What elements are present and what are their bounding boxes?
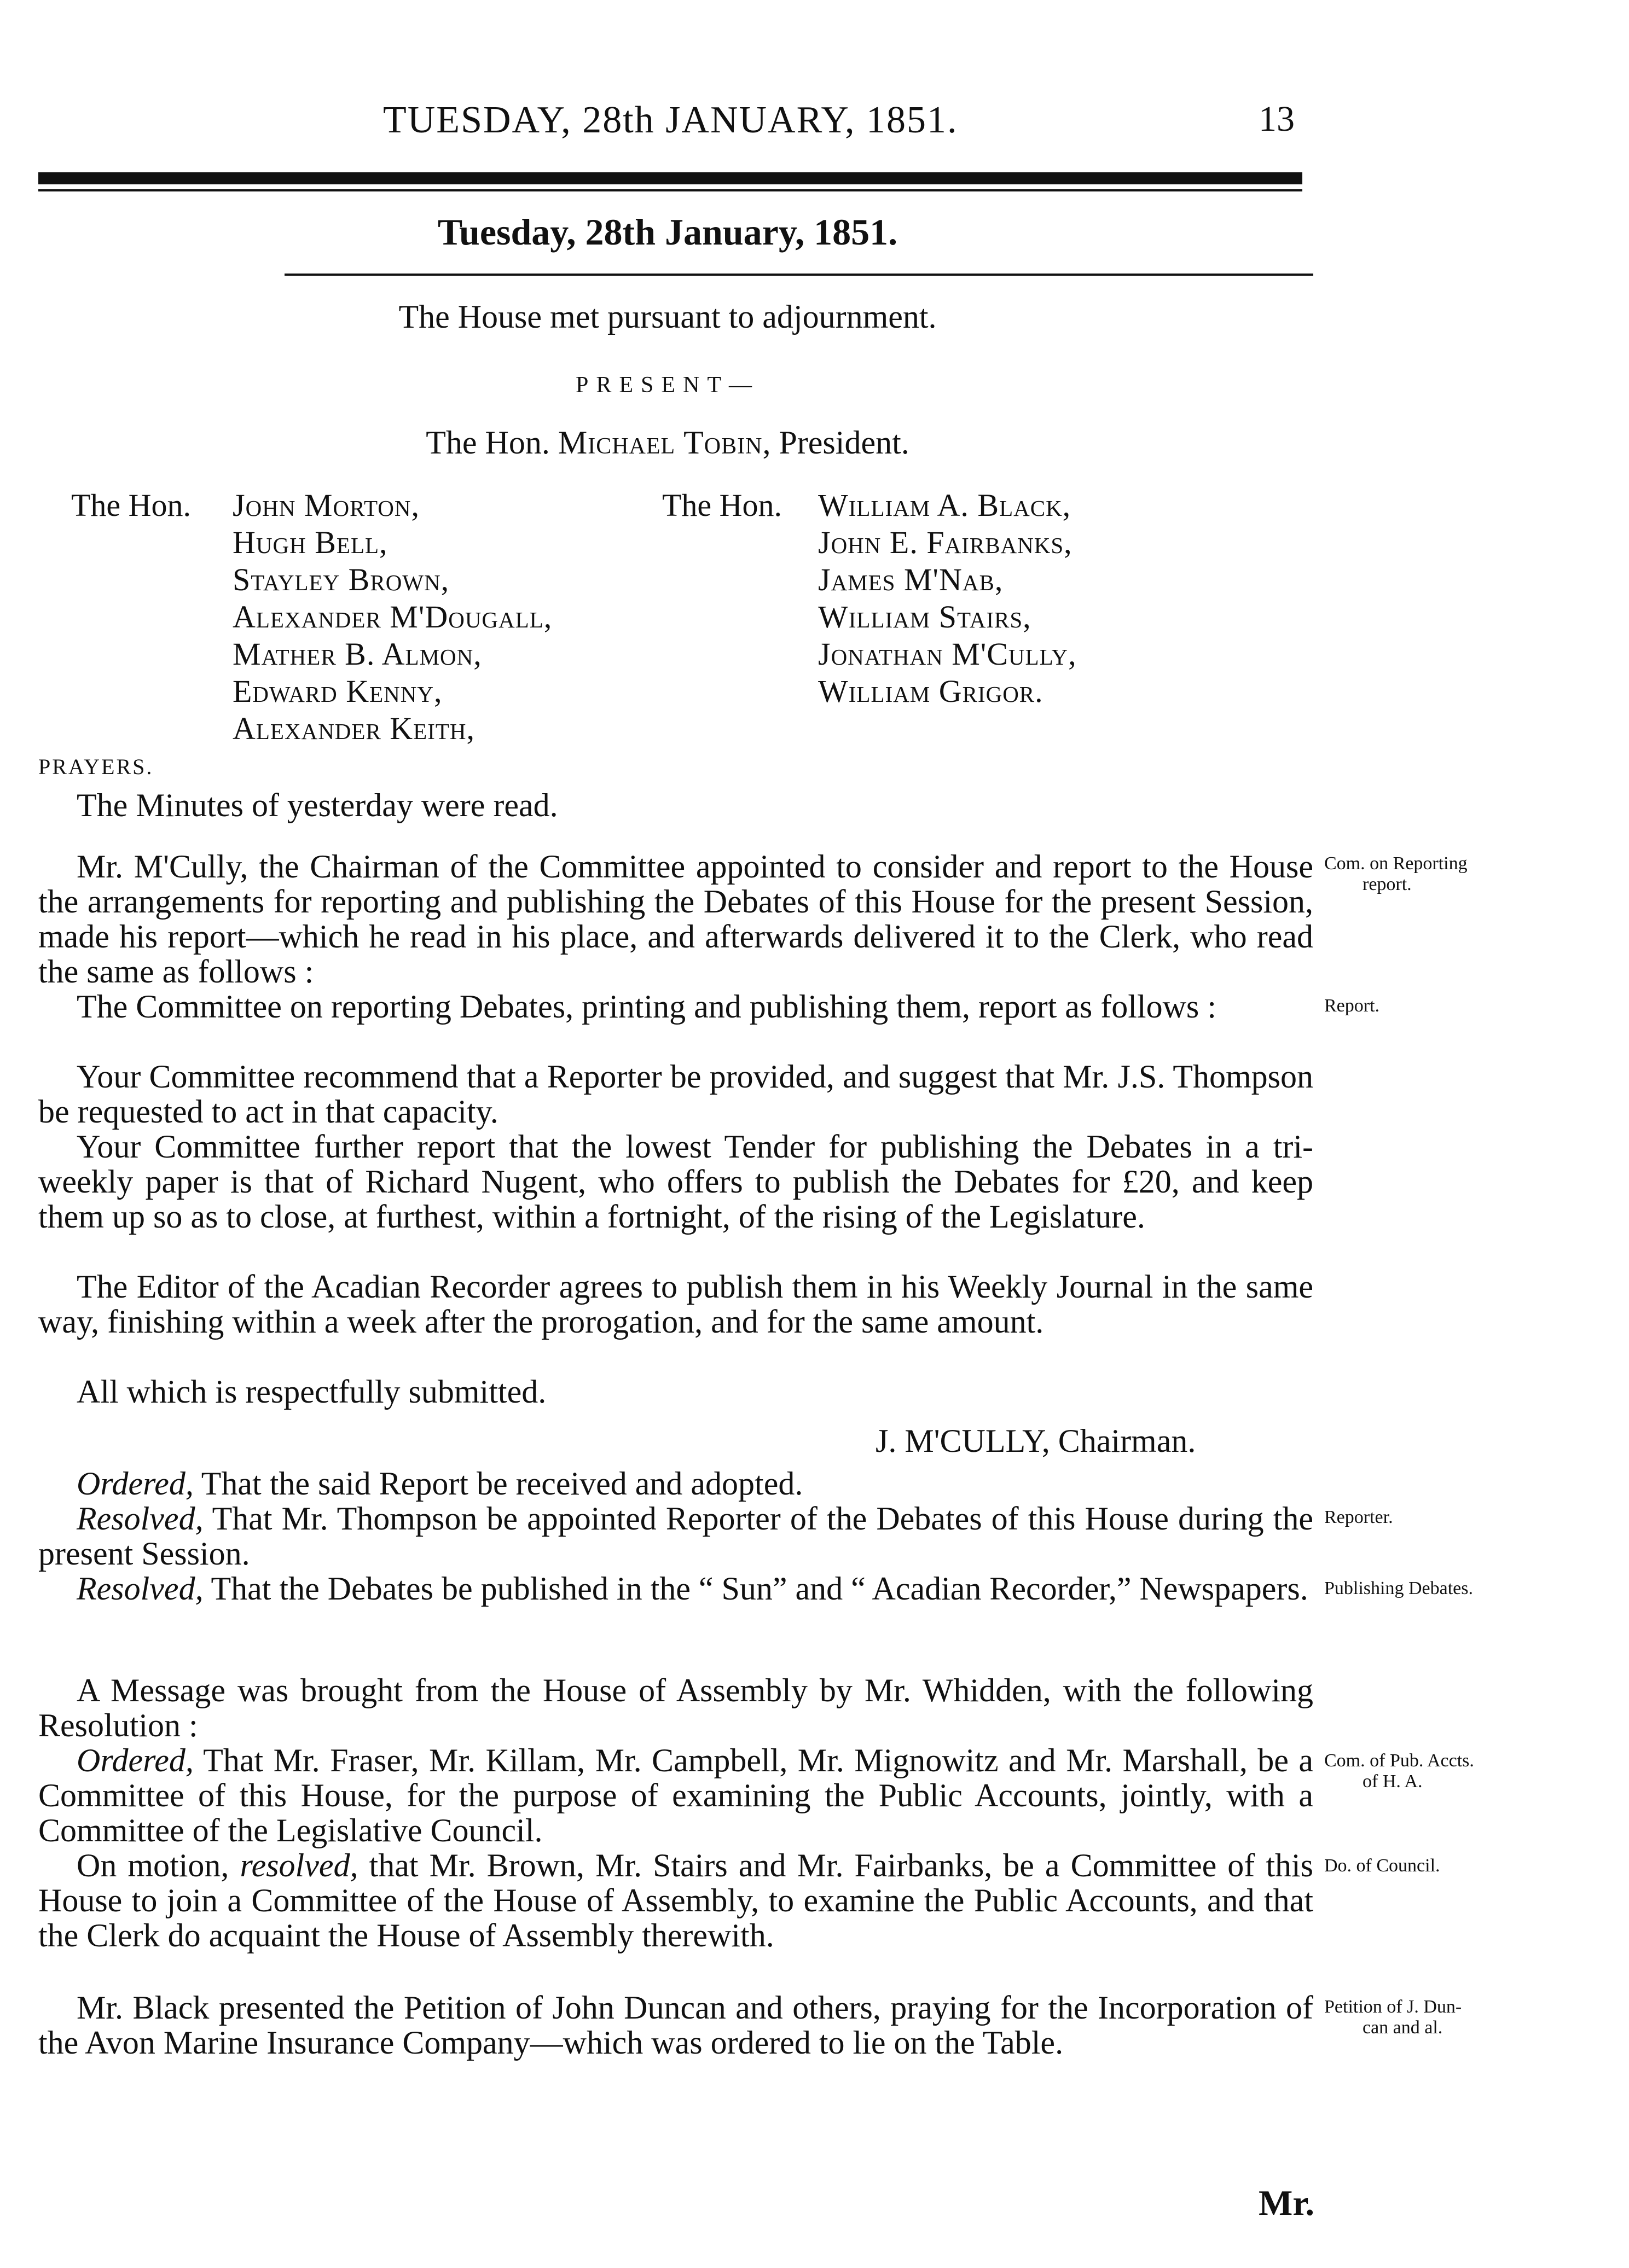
margin-note-pub-accts [1324,1751,1609,1792]
paragraph-ordered-adopted [38,1466,1313,1501]
margin-note-line: can and al. [1363,2017,1443,2038]
heading-rule [285,274,1313,276]
met-line: The House met pursuant to adjournment. [398,299,937,335]
paragraph-message: A Message was brought from the House of Assembly by Mr. Whidden, with the following Resolution : [38,1672,1313,1743]
header-rule-thick [38,172,1302,184]
members-left-prefix: The Hon. [71,487,192,523]
paragraph-report: Mr. M'Cully, the Chairman of the Committee appointed to consider and report to the House the arrangements for reporting and publishing the Debates of this House for the present Session, made his report—which he read in his place, and afterwards delivered it to the Clerk, who read the same as follows : [38,848,1313,990]
motion-pre: On motion, [77,1847,240,1883]
members-left-list [233,487,552,747]
margin-note-line: Petition of J. Dun- [1324,1997,1462,2017]
margin-note-report: Report. [1324,996,1380,1016]
paragraph-committee-report: The Committee on reporting Debates, printing and publishing them, report as follows : [77,988,1216,1025]
ordered-lead: Ordered, [77,1466,194,1502]
member-name: William Grigor. [818,673,1044,709]
margin-note-reporter: Reporter. [1324,1507,1393,1527]
paragraph-acadian-recorder: The Editor of the Acadian Recorder agrees to publish them in his Weekly Journal in the same way, finishing within a week after the prorogation, and for the same amount. [38,1269,1313,1340]
ordered-lead: Ordered, [77,1742,194,1778]
margin-note-reporting [1324,853,1609,895]
margin-note-council: Do. of Council. [1324,1856,1440,1876]
member-name: Hugh Bell, [233,525,388,560]
members-right-prefix: The Hon. [662,487,782,523]
minutes-line: The Minutes of yesterday were read. [77,787,558,823]
ordered-text: That the said Report be received and adopted. [193,1466,803,1502]
member-name: James M'Nab, [818,562,1004,597]
president-name: Michael Tobin [558,424,763,461]
paragraph-submitted: All which is respectfully submitted. [77,1374,547,1410]
paragraph-reporter-recommend: Your Committee recommend that a Reporter be provided, and suggest that Mr. J.S. Thompson be requested to act in that capacity. [38,1059,1313,1130]
margin-note-line: Com. on Reporting [1324,853,1468,874]
resolved-lead: resolved, [240,1847,358,1883]
margin-note-line: report. [1363,874,1412,894]
prayers-label: PRAYERS. [38,754,154,779]
member-name: Alexander Keith, [233,711,476,746]
president-suffix: , President. [762,424,909,461]
motion-text: that Mr. Brown, Mr. Stairs and Mr. Fairbanks, be a Committee of this House to join a Committee of the House of Assembly, to examine the Public Accounts, and that the Clerk do acquaint the House of Assembly therewith. [38,1847,1314,1953]
margin-note-line: of H. A. [1363,1771,1423,1792]
resolved-lead: Resolved, [77,1501,204,1537]
chairman-signature: J. M'CULLY, Chairman. [876,1423,1196,1459]
paragraph-petition: Mr. Black presented the Petition of John Duncan and others, praying for the Incorporation of the Avon Marine Insurance Company—which was ordered to lie on the Table. [38,1990,1313,2061]
president-prefix: The Hon. [426,424,550,461]
member-name: Mather B. Almon, [233,636,482,672]
resolved-lead: Resolved, [77,1571,204,1607]
member-name: John Morton, [233,487,420,523]
paragraph-ordered-committee [38,1743,1313,1848]
resolved-text: That the Debates be published in the “ Sun” and “ Acadian Recorder,” Newspapers. [203,1571,1308,1607]
paragraph-on-motion [38,1848,1313,1953]
margin-note-line: Com. of Pub. Accts. [1324,1751,1474,1771]
member-name: Stayley Brown, [233,562,450,597]
date-heading: Tuesday, 28th January, 1851. [437,211,898,253]
catchword: Mr. [1259,2183,1315,2223]
member-name: Jonathan M'Cully, [818,636,1077,672]
paragraph-tender: Your Committee further report that the lowest Tender for publishing the Debates in a tri-weekly paper is that of Richard Nugent, who offers to publish the Debates for £20, and keep them up so as to close, at furthest, within a fortnight, of the rising of the Legislature. [38,1129,1313,1235]
member-name: William A. Black, [818,487,1071,523]
paragraph-resolved-publishing [38,1571,1313,1606]
member-name: John E. Fairbanks, [818,525,1073,560]
ordered-text: That Mr. Fraser, Mr. Killam, Mr. Campbell, Mr. Mignowitz and Mr. Marshall, be a Committee of this House, for the purpose of examining the Public Accounts, jointly, with a Committee of the Legislative Council. [38,1742,1313,1848]
margin-note-publishing: Publishing Debates. [1324,1578,1473,1598]
page-number: 13 [1259,99,1295,139]
present-label: PRESENT— [575,373,760,398]
members-right-list [818,487,1077,710]
running-header-title: TUESDAY, 28th JANUARY, 1851. [383,99,958,141]
resolved-text: That Mr. Thompson be appointed Reporter of the Debates of this House during the present Session. [38,1501,1313,1572]
member-name: William Stairs, [818,599,1031,635]
president-line [0,424,1335,462]
member-name: Edward Kenny, [233,673,443,709]
header-rule-thin [38,189,1302,191]
member-name: Alexander M'Dougall, [233,599,553,635]
paragraph-resolved-reporter [38,1501,1313,1571]
margin-note-petition [1324,1997,1609,2038]
